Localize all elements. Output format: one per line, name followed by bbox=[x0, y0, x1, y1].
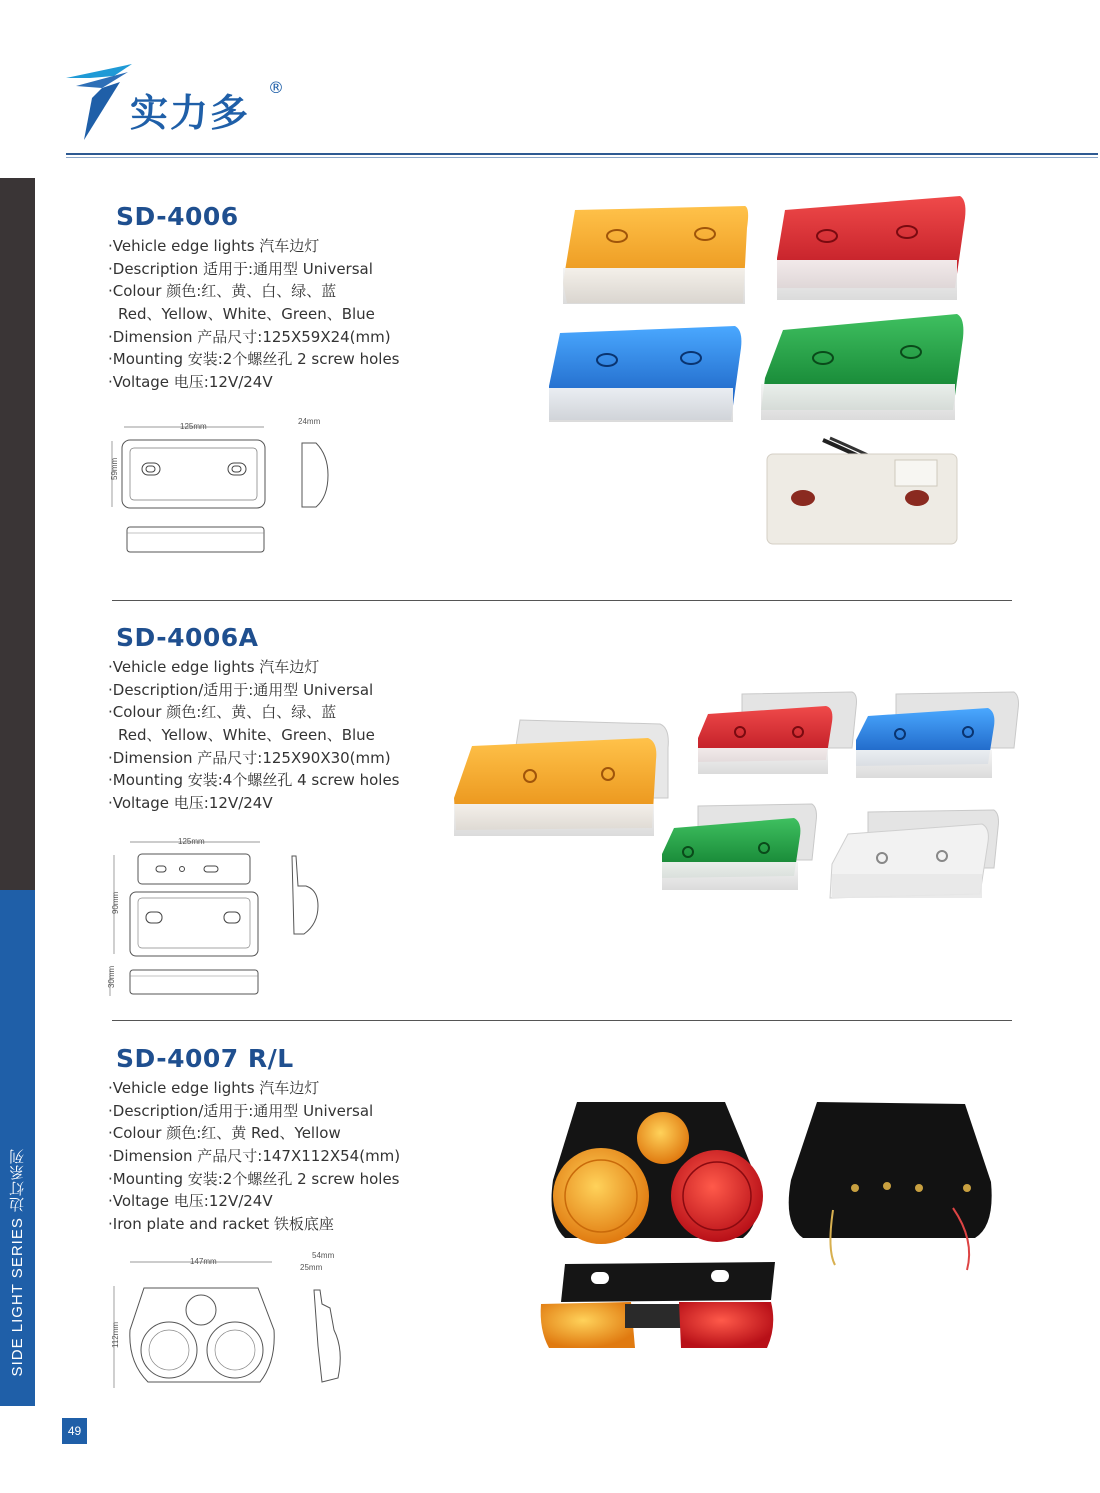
spec-line: ·Colour 颜色:红、黄、白、绿、蓝 bbox=[108, 703, 337, 722]
light-double-top-photo bbox=[541, 1262, 775, 1348]
spec-line: ·Mounting 安装:2个螺丝孔 2 screw holes bbox=[108, 350, 400, 369]
drawing-height-label: 90mm bbox=[111, 891, 120, 914]
spec-line: Red、Yellow、White、Green、Blue bbox=[118, 726, 375, 745]
product-spec-list bbox=[108, 235, 399, 394]
drawing-width-label: 125mm bbox=[180, 422, 207, 431]
drawing-depth2-label: 25mm bbox=[300, 1263, 323, 1272]
drawing-width-label: 147mm bbox=[190, 1257, 217, 1266]
spec-line: ·Mounting 安装:2个螺丝孔 2 screw holes bbox=[108, 1169, 400, 1188]
light-amber-bracket-photo bbox=[454, 720, 668, 836]
drawing-depth-label: 30mm bbox=[107, 965, 116, 988]
technical-drawing-sd4006 bbox=[100, 415, 360, 560]
drawing-height-label: 112mm bbox=[111, 1321, 120, 1348]
spec-line: ·Colour 颜色:红、黄 Red、Yellow bbox=[108, 1124, 341, 1143]
spec-line: ·Dimension 产品尺寸:125X59X24(mm) bbox=[108, 327, 391, 346]
section-divider bbox=[112, 1020, 1012, 1021]
product-model-title: SD-4006A bbox=[116, 623, 259, 652]
drawing-width-label: 125mm bbox=[178, 837, 205, 846]
spec-line: ·Description 适用于:通用型 Universal bbox=[108, 259, 373, 278]
sidebar-series-label-wrap bbox=[0, 890, 35, 1406]
spec-line: ·Vehicle edge lights 汽车边灯 bbox=[108, 658, 320, 676]
light-blue-bracket-photo bbox=[856, 692, 1019, 778]
spec-line: ·Mounting 安装:4个螺丝孔 4 screw holes bbox=[108, 771, 400, 790]
spec-line: ·Voltage 电压:12V/24V bbox=[108, 373, 273, 392]
sidebar-series-label: SIDE LIGHT SERIES 边灯系列 bbox=[9, 1147, 26, 1376]
light-double-front-photo bbox=[552, 1102, 764, 1244]
light-green-photo bbox=[761, 314, 963, 420]
spec-line: ·Voltage 电压:12V/24V bbox=[108, 794, 273, 813]
product-photos-sd4007 bbox=[535, 1090, 1005, 1360]
drawing-height-label: 59mm bbox=[110, 457, 119, 480]
product-model-title: SD-4007 R/L bbox=[116, 1044, 294, 1073]
spec-line: ·Description/适用于:通用型 Universal bbox=[108, 1101, 374, 1120]
light-white-bracket-photo bbox=[830, 810, 999, 898]
spec-line: ·Voltage 电压:12V/24V bbox=[108, 1192, 273, 1211]
sidebar-dark-band bbox=[0, 178, 35, 890]
drawing-depth-label: 24mm bbox=[298, 417, 321, 426]
product-model-title: SD-4006 bbox=[116, 202, 239, 231]
spec-line: ·Dimension 产品尺寸:147X112X54(mm) bbox=[108, 1147, 401, 1166]
product-spec-list bbox=[108, 1077, 400, 1236]
product-photos-sd4006a bbox=[448, 688, 1028, 918]
product-photos-sd4006 bbox=[545, 188, 985, 553]
registered-mark: ® bbox=[268, 78, 284, 97]
product-spec-list bbox=[108, 656, 399, 815]
spec-line: ·Vehicle edge lights 汽车边灯 bbox=[108, 237, 320, 255]
page-number: 49 bbox=[62, 1418, 87, 1444]
light-back-photo bbox=[767, 438, 957, 544]
brand-name: 实力多 bbox=[130, 91, 251, 135]
light-amber-photo bbox=[563, 206, 748, 304]
spec-line: ·Colour 颜色:红、黄、白、绿、蓝 bbox=[108, 282, 337, 301]
technical-drawing-sd4007 bbox=[100, 1250, 360, 1400]
light-double-back-photo bbox=[789, 1102, 992, 1270]
header-rule-thin bbox=[66, 157, 1098, 158]
spec-line: ·Dimension 产品尺寸:125X90X30(mm) bbox=[108, 748, 391, 767]
light-blue-photo bbox=[549, 326, 741, 422]
drawing-depth-label: 54mm bbox=[312, 1251, 335, 1260]
technical-drawing-sd4006a bbox=[98, 830, 338, 1000]
spec-line: ·Vehicle edge lights 汽车边灯 bbox=[108, 1079, 320, 1097]
header-rule bbox=[66, 153, 1098, 155]
spec-line: ·Iron plate and racket 铁板底座 bbox=[108, 1215, 334, 1234]
light-red-bracket-photo bbox=[698, 692, 857, 774]
spec-line: ·Description/适用于:通用型 Universal bbox=[108, 680, 374, 699]
section-divider bbox=[112, 600, 1012, 601]
spec-line: Red、Yellow、White、Green、Blue bbox=[118, 305, 375, 324]
light-red-photo bbox=[777, 196, 965, 300]
light-green-bracket-photo bbox=[662, 804, 817, 890]
